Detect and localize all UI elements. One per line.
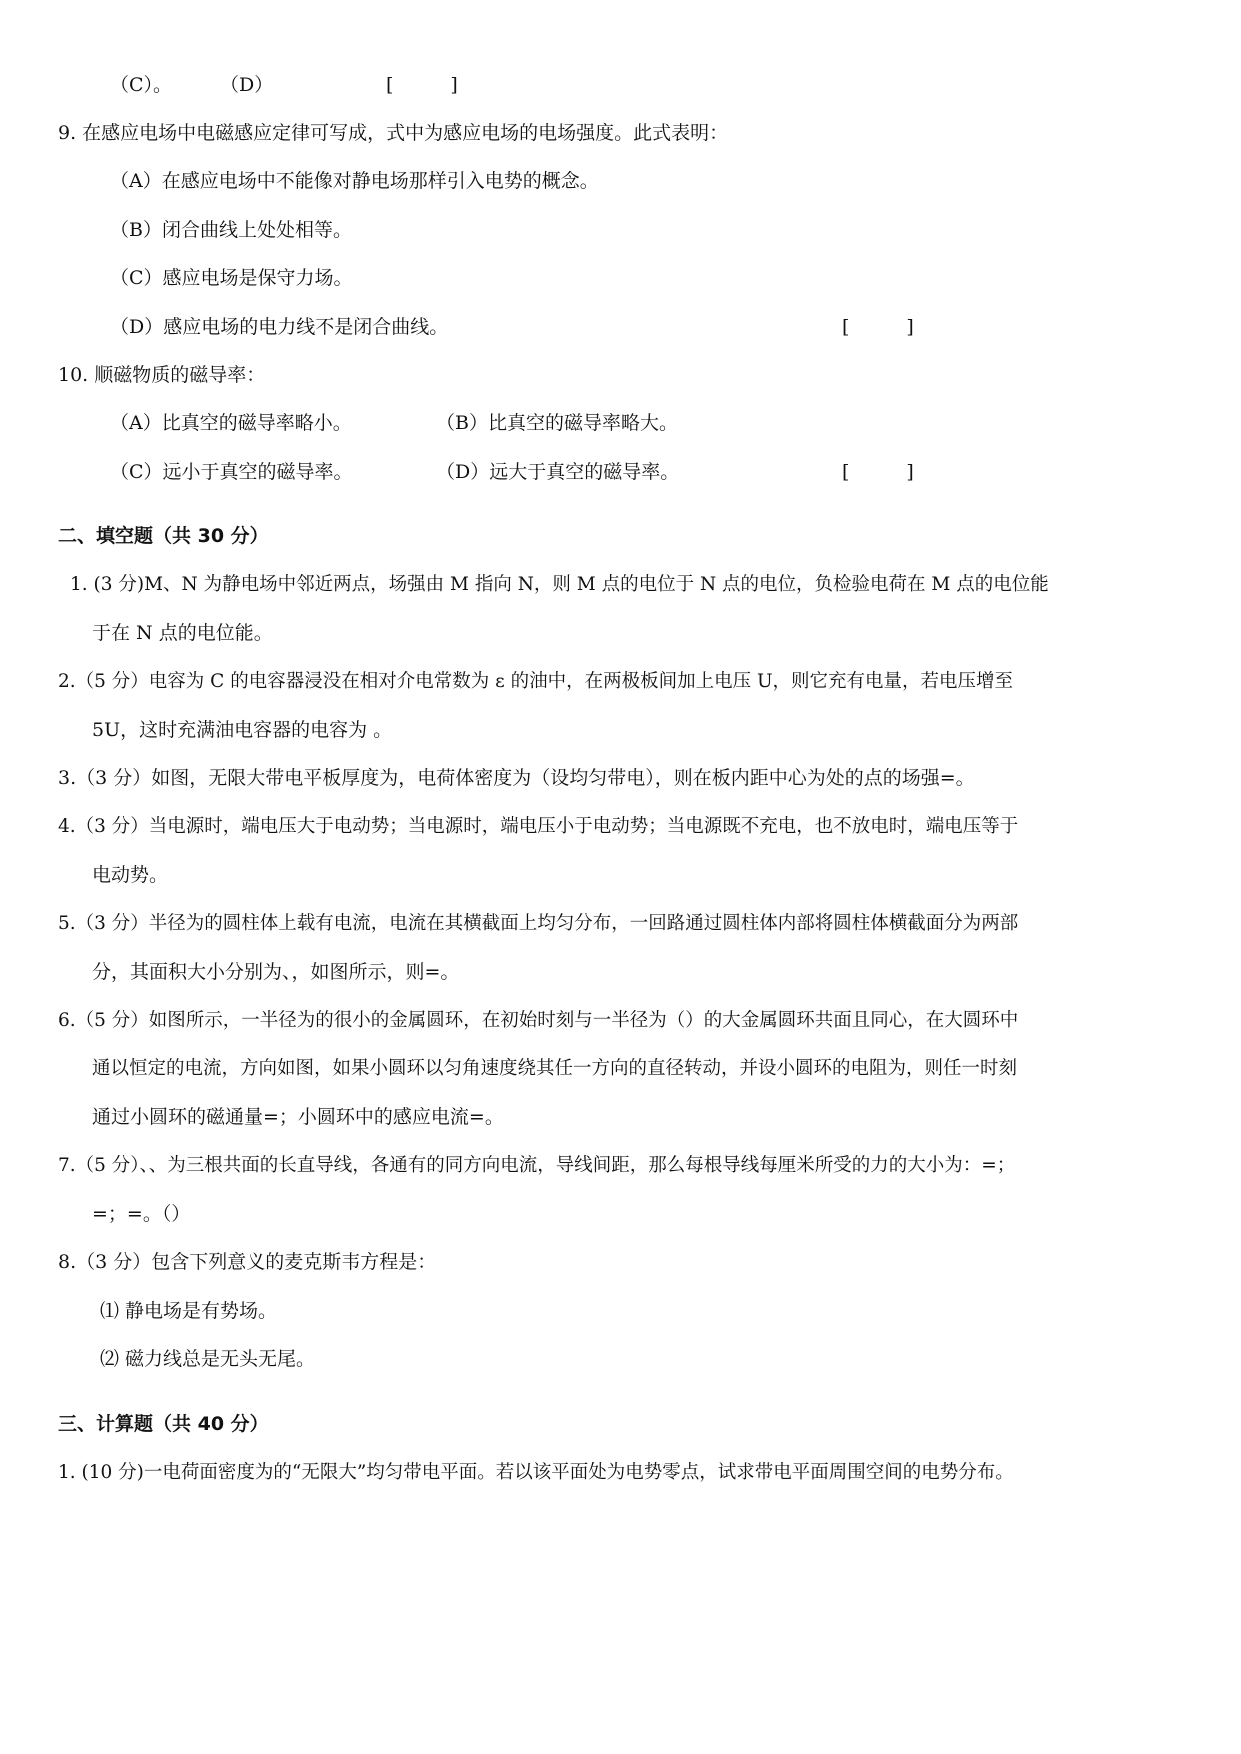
question-9-option-d: （D）感应电场的电力线不是闭合曲线。	[110, 316, 449, 338]
question-9-option-c: （C）感应电场是保守力场。	[110, 267, 353, 289]
question-10-option-a: （A）比真空的磁导率略小。	[110, 412, 352, 434]
fill-q6-line2: 通以恒定的电流，方向如图，如果小圆环以匀角速度绕其任一方向的直径转动，并设小圆环的电阻为，则任一时刻	[92, 1058, 1018, 1079]
question-9-option-a: （A）在感应电场中不能像对静电场那样引入电势的概念。	[110, 170, 599, 192]
question-9-answer-bracket: [ ]	[842, 316, 914, 338]
fill-q5-line1: 5.（3 分）半径为的圆柱体上载有电流，电流在其横截面上均匀分布，一回路通过圆柱体内部将圆柱体横截面分为两部	[58, 913, 1019, 934]
fill-q6-line3: 通过小圆环的磁通量=；小圆环中的感应电流=。	[92, 1106, 504, 1128]
fill-q7-line1: 7.（5 分）、、为三根共面的长直导线，各通有的同方向电流，导线间距，那么每根导线每厘米所受的力的大小为：=；	[58, 1155, 1016, 1176]
fill-q4-line2: 电动势。	[92, 864, 169, 886]
fill-q1-line1: 1. (3 分)M、N 为静电场中邻近两点，场强由 M 指向 N，则 M 点的电位于 N 点的电位，负检验电荷在 M 点的电位能	[70, 574, 1049, 595]
section-2-title: 二、填空题（共 30 分）	[58, 525, 269, 547]
fill-q3: 3.（3 分）如图，无限大带电平板厚度为，电荷体密度为（设均匀带电），则在板内距中心为处的点的场强=。	[58, 767, 975, 789]
fill-q2-line1: 2.（5 分）电容为 C 的电容器浸没在相对介电常数为 ε 的油中，在两极板间加上电压 U，则它充有电量，若电压增至	[58, 671, 1014, 692]
question-10-option-b: （B）比真空的磁导率略大。	[436, 412, 678, 434]
fill-q7-line2: =；=。（）	[92, 1203, 191, 1225]
question-10-stem: 10. 顺磁物质的磁导率：	[58, 364, 266, 386]
fill-q8-item-1: ⑴ 静电场是有势场。	[100, 1300, 278, 1322]
option-d: （D）	[220, 74, 274, 96]
fill-q8-item-2: ⑵ 磁力线总是无头无尾。	[100, 1348, 316, 1370]
fill-q1-line2: 于在 N 点的电位能。	[92, 622, 273, 644]
option-c: （C）。	[110, 74, 173, 96]
question-10-option-c: （C）远小于真空的磁导率。	[110, 461, 353, 483]
fill-q5-line2: 分，其面积大小分别为、，如图所示，则=。	[92, 961, 460, 983]
question-9-stem: 9. 在感应电场中电磁感应定律可写成，式中为感应电场的电场强度。此式表明：	[58, 122, 729, 144]
fill-q8: 8.（3 分）包含下列意义的麦克斯韦方程是：	[58, 1251, 437, 1273]
fill-q4-line1: 4.（3 分）当电源时，端电压大于电动势；当电源时，端电压小于电动势；当电源既不充电，也不放电时，端电压等于	[58, 816, 1019, 837]
answer-bracket: [ ]	[386, 74, 458, 96]
question-10-option-d: （D）远大于真空的磁导率。	[436, 461, 680, 483]
calc-q1: 1. (10 分)一电荷面密度为的“无限大”均匀带电平面。若以该平面处为电势零点，试求带电平面周围空间的电势分布。	[58, 1462, 1014, 1483]
question-10-answer-bracket: [ ]	[842, 461, 914, 483]
fill-q2-line2: 5U，这时充满油电容器的电容为 。	[92, 719, 393, 741]
section-3-title: 三、计算题（共 40 分）	[58, 1413, 269, 1435]
fill-q6-line1: 6.（5 分）如图所示，一半径为的很小的金属圆环，在初始时刻与一半径为（）的大金属圆环共面且同心，在大圆环中	[58, 1010, 1019, 1031]
question-9-option-b: （B）闭合曲线上处处相等。	[110, 219, 352, 241]
